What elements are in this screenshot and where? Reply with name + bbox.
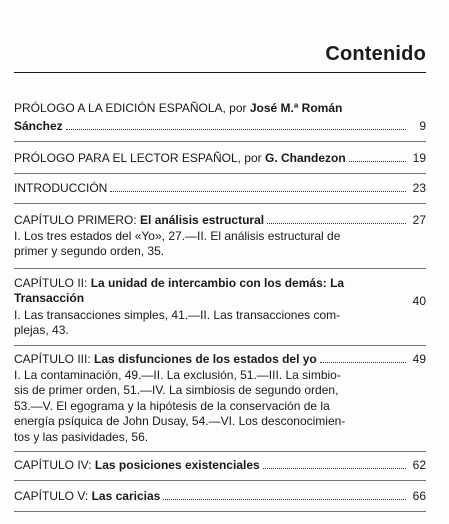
page-number: 62 <box>412 458 426 472</box>
toc-entry-introduccion <box>14 181 426 196</box>
entry-sections <box>14 368 426 445</box>
entry-author: José M.ª Román <box>249 101 343 115</box>
page-number: 9 <box>419 119 426 133</box>
entry-separator <box>14 451 426 452</box>
entry-label: CAPÍTULO V: <box>14 489 89 503</box>
dot-leader <box>349 160 406 162</box>
entry-label: CAPÍTULO IV: <box>14 458 92 472</box>
entry-separator <box>14 141 426 142</box>
entry-title: El análisis estructural <box>140 213 265 227</box>
page-title: Contenido <box>325 43 426 65</box>
dot-leader <box>320 361 406 363</box>
entry-author: G. Chandezon <box>264 151 346 165</box>
entry-title-cont: Transacción <box>14 291 85 305</box>
entry-sections <box>14 308 426 339</box>
dot-leader <box>163 498 406 500</box>
entry-label: PRÓLOGO A LA EDICIÓN ESPAÑOLA, por <box>14 101 247 115</box>
entry-separator <box>14 480 426 481</box>
page-number: 40 <box>412 294 426 308</box>
dot-leader <box>263 467 406 469</box>
page-number: 23 <box>412 181 426 195</box>
toc-entry-capitulo-3 <box>14 352 426 445</box>
toc-entry-capitulo-2 <box>14 276 426 339</box>
entry-separator <box>14 173 426 174</box>
entry-label: CAPÍTULO PRIMERO: <box>14 213 137 227</box>
entry-separator <box>14 511 426 512</box>
section-line: I. La contaminación, 49.—II. La exclusión, 51.—III. La simbio- <box>14 368 341 382</box>
entry-title: La unidad de intercambio con los demás: La <box>90 276 345 290</box>
toc-entry-prologo-edicion <box>14 101 426 134</box>
toc-entry-capitulo-4 <box>14 458 426 473</box>
entry-separator <box>14 268 426 269</box>
entry-title: Las disfunciones de los estados del yo <box>94 352 317 366</box>
section-line: plejas, 43. <box>14 323 69 338</box>
toc-entry-capitulo-1 <box>14 213 426 260</box>
section-line: primer y segundo orden, 35. <box>14 244 165 259</box>
entry-title: Las posiciones existenciales <box>94 458 260 472</box>
entry-label: CAPÍTULO II: <box>14 276 88 290</box>
toc-entry-capitulo-5 <box>14 489 426 504</box>
entry-label: PRÓLOGO PARA EL LECTOR ESPAÑOL, por <box>14 151 262 165</box>
entry-label: INTRODUCCIÓN <box>14 181 108 195</box>
entry-sections <box>14 229 426 260</box>
entry-author-cont: Sánchez <box>14 119 63 133</box>
section-line: tos y las pasividades, 56. <box>14 429 149 444</box>
section-line: I. Los tres estados del «Yo», 27.—II. El análisis estructural de <box>14 229 341 243</box>
entry-separator <box>14 345 426 346</box>
page-number: 27 <box>412 213 426 227</box>
section-line: sis de primer orden, 51.—IV. La simbiosis de segundo orden, <box>14 383 339 398</box>
page-number: 66 <box>412 489 426 503</box>
page-number: 49 <box>412 352 426 366</box>
entry-title: Las caricias <box>91 489 161 503</box>
dot-leader <box>110 190 406 192</box>
title-rule <box>14 72 426 73</box>
entry-separator <box>14 203 426 204</box>
dot-leader <box>267 222 406 224</box>
page-number: 19 <box>412 151 426 165</box>
toc-entry-prologo-lector <box>14 151 426 166</box>
dot-leader <box>66 128 406 130</box>
section-line: energía psíquica de John Dusay, 54.—VI. Los desconocimien- <box>14 414 346 429</box>
section-line: 53.—V. El egograma y la hipótesis de la conservación de la <box>14 398 330 413</box>
section-line: I. Las transacciones simples, 41.—II. Las transacciones com- <box>14 308 341 322</box>
entry-label: CAPÍTULO III: <box>14 352 91 366</box>
